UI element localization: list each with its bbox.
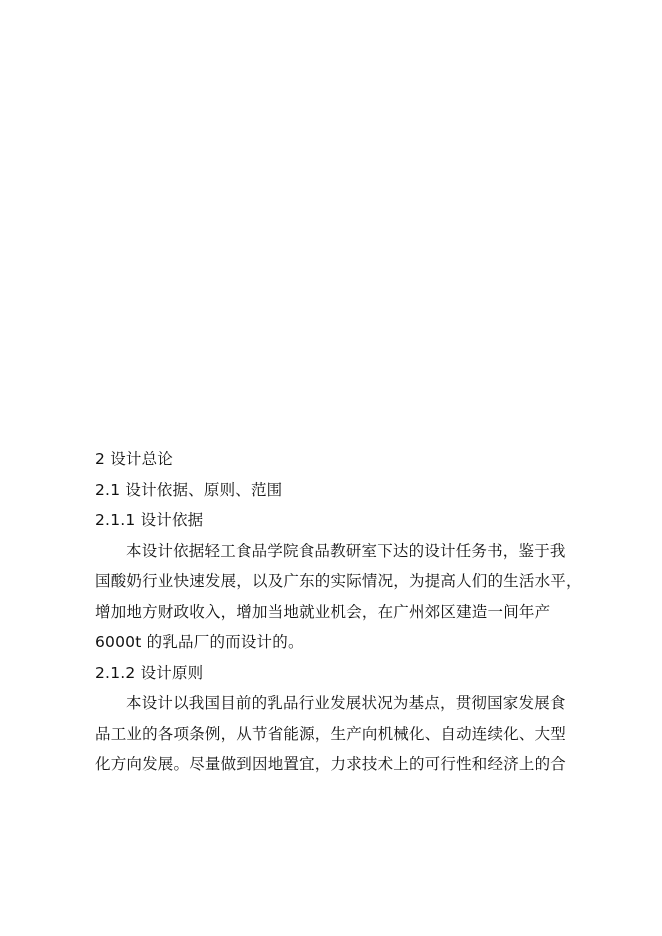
paragraph-line: 本设计依据轻工食品学院食品教研室下达的设计任务书，鉴于我: [126, 541, 566, 560]
paragraph-line: 增加地方财政收入，增加当地就业机会，在广州郊区建造一间年产: [95, 602, 551, 621]
paragraph-line: 化方向发展。尽量做到因地置宜，力求技术上的可行性和经济上的合: [95, 755, 567, 773]
sub-sub-heading-design-principles: 2.1.2 设计原则: [95, 663, 204, 682]
paragraph-design-principles: [95, 688, 575, 780]
paragraph-line: 品工业的各项条例，从节省能源，生产向机械化、自动连续化、大型: [95, 724, 567, 743]
paragraph-design-basis: [95, 536, 582, 658]
paragraph-line: 本设计以我国目前的乳品行业发展状况为基点，贯彻国家发展食: [126, 694, 566, 712]
sub-sub-heading-design-basis: 2.1.1 设计依据: [95, 511, 204, 529]
paragraph-line: 国酸奶行业快速发展，以及广东的实际情况，为提高人们的生活水平，: [95, 572, 582, 590]
document-body: [95, 444, 582, 780]
subsection-heading: 2.1 设计依据、原则、范围: [95, 480, 283, 499]
section-heading: 2 设计总论: [95, 450, 173, 468]
paragraph-line: 6000t 的乳品厂的而设计的。: [95, 633, 304, 651]
